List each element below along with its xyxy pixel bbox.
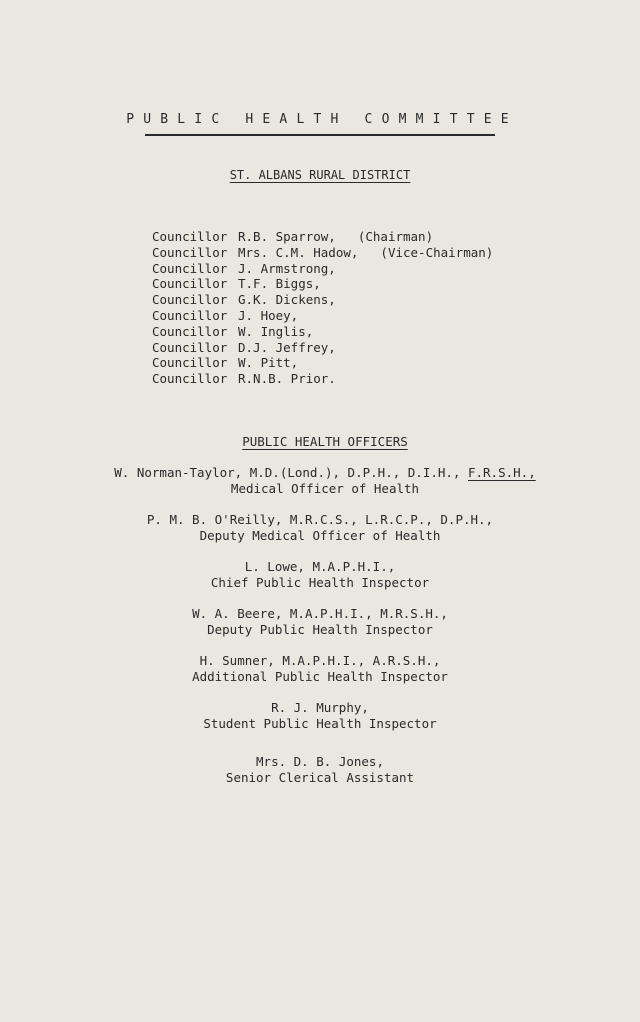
committee-member — [152, 261, 493, 277]
member-name: T.F. Biggs, — [238, 276, 321, 292]
committee-member — [152, 292, 493, 308]
officer-entry — [0, 754, 640, 786]
officer-post: Student Public Health Inspector — [203, 716, 437, 731]
member-role: (Chairman) — [357, 229, 434, 244]
member-name: W. Pitt, — [238, 355, 299, 371]
officer-entry — [0, 606, 640, 638]
page-title: PUBLIC HEALTH COMMITTEE — [126, 112, 518, 127]
member-title: Councillor — [152, 229, 228, 244]
member-title: Councillor — [152, 244, 228, 260]
member-title: Councillor — [152, 260, 228, 276]
member-name: Mrs. C.M. Hadow, — [238, 244, 359, 260]
member-role: (Vice-Chairman) — [380, 244, 494, 260]
officer-entry — [0, 700, 640, 732]
officer-entry — [0, 465, 640, 497]
officer-post: Chief Public Health Inspector — [210, 575, 430, 590]
member-title: Councillor — [152, 339, 228, 355]
committee-members-list — [152, 229, 493, 387]
member-title: Councillor — [152, 355, 228, 371]
member-name: D.J. Jeffrey, — [238, 339, 336, 355]
officer-post: Medical Officer of Health — [230, 481, 420, 496]
member-title: Councillor — [152, 307, 228, 323]
member-name: W. Inglis, — [238, 323, 314, 339]
member-title: Councillor — [152, 292, 228, 308]
officer-post: Deputy Public Health Inspector — [207, 622, 433, 637]
district-heading: ST. ALBANS RURAL DISTRICT — [229, 168, 411, 182]
committee-member — [152, 276, 493, 292]
member-name: J. Armstrong, — [238, 260, 336, 276]
officer-name: R. J. Murphy, — [271, 700, 369, 715]
officer-name: L. Lowe, M.A.P.H.I., — [244, 559, 396, 574]
officer-post: Senior Clerical Assistant — [225, 770, 415, 785]
committee-member — [152, 355, 493, 371]
officer-name: H. Sumner, M.A.P.H.I., A.R.S.H., — [199, 653, 441, 668]
member-title: Councillor — [152, 371, 228, 387]
member-title: Councillor — [152, 276, 228, 292]
member-name: G.K. Dickens, — [238, 292, 336, 308]
officers-heading: PUBLIC HEALTH OFFICERS — [242, 434, 408, 449]
officer-post: Deputy Medical Officer of Health — [199, 528, 441, 543]
officer-entry — [0, 653, 640, 685]
officer-entry — [0, 512, 640, 544]
member-name: J. Hoey, — [238, 307, 299, 323]
officer-name-text: W. Norman-Taylor, M.D.(Lond.), D.P.H., D.I.H., — [114, 465, 461, 480]
committee-member — [152, 308, 493, 324]
officer-name: W. A. Beere, M.A.P.H.I., M.R.S.H., — [192, 606, 448, 621]
committee-member — [152, 340, 493, 356]
officer-post: Additional Public Health Inspector — [192, 669, 448, 684]
officer-name — [0, 465, 640, 481]
committee-member — [152, 371, 493, 387]
member-name: R.N.B. Prior. — [238, 371, 336, 387]
committee-member — [152, 324, 493, 340]
member-title: Councillor — [152, 323, 228, 339]
officers-list — [0, 465, 640, 801]
title-rule — [145, 134, 495, 136]
officer-name-suffix: F.R.S.H., — [467, 465, 536, 480]
officer-entry — [0, 559, 640, 591]
officer-name: P. M. B. O'Reilly, M.R.C.S., L.R.C.P., D.P.H., — [146, 512, 494, 527]
committee-member — [152, 245, 493, 261]
committee-member — [152, 229, 493, 245]
officer-name: Mrs. D. B. Jones, — [256, 754, 384, 769]
member-name: R.B. Sparrow, — [238, 229, 336, 244]
